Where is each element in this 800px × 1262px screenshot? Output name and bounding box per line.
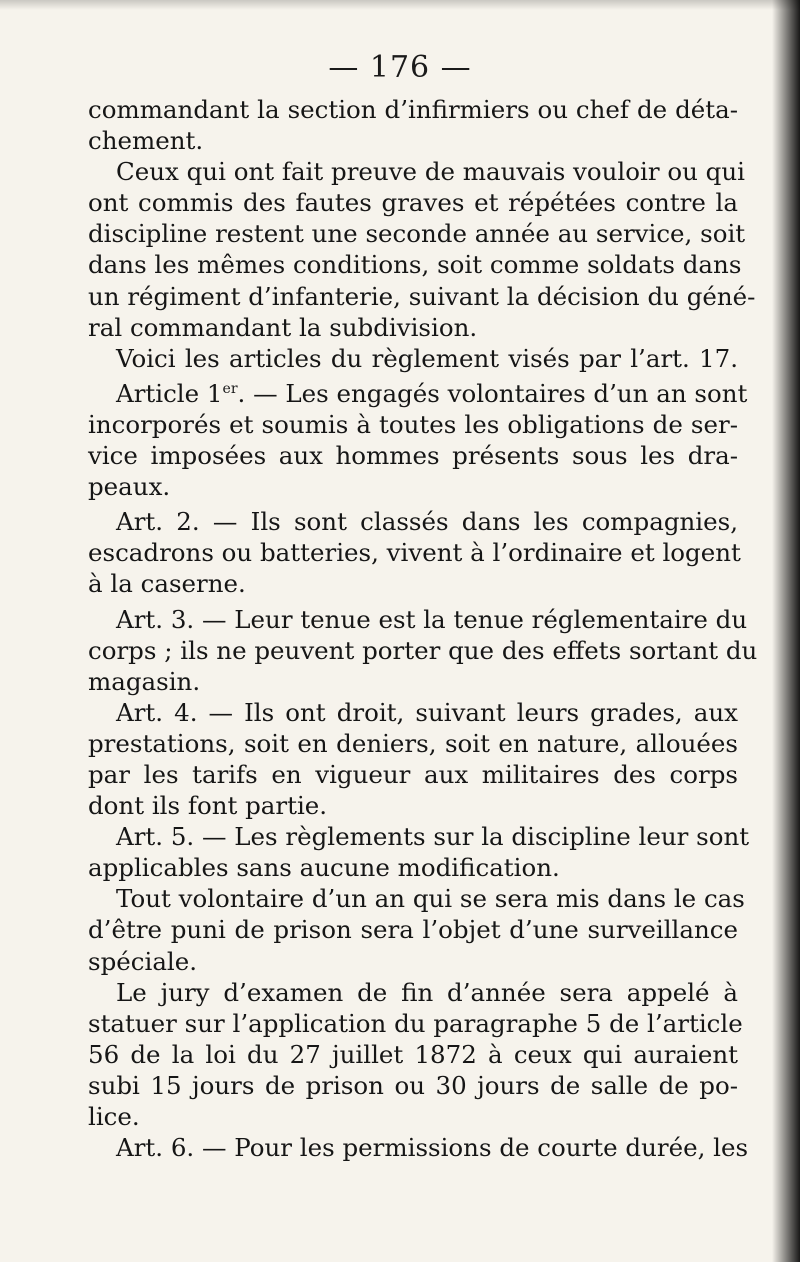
- text-line: ral commandant la subdivision.: [88, 312, 478, 342]
- text-line: Art. 3. — Leur tenue est la tenue réglementaire du: [116, 604, 748, 634]
- text-line: un régiment d’infanterie, suivant la décision du géné-: [88, 281, 756, 311]
- text-line: prestations, soit en deniers, soit en nature, allouées: [88, 728, 738, 758]
- text-line: d’être puni de prison sera l’objet d’une surveillance: [88, 915, 738, 945]
- text-line: à la caserne.: [88, 569, 246, 599]
- text-line: chement.: [88, 126, 204, 156]
- text-line: Art. 5. — Les règlements sur la discipline leur sont: [116, 822, 750, 852]
- text-line: Tout volontaire d’un an qui se sera mis dans le cas: [116, 884, 745, 914]
- text-line: dont ils font partie.: [88, 791, 328, 821]
- page-number: — 176 —: [328, 50, 472, 85]
- text-line: spéciale.: [88, 946, 198, 976]
- text-line: Art. 4. — Ils ont droit, suivant leurs grades, aux: [116, 697, 738, 727]
- text-line: incorporés et soumis à toutes les obligations de ser-: [88, 409, 738, 439]
- text-line: Le jury d’examen de fin d’année sera appelé à: [116, 977, 738, 1007]
- text-line: corps ; ils ne peuvent porter que des effets sortant du: [88, 635, 758, 665]
- text-line: escadrons ou batteries, vivent à l’ordinaire et logent: [88, 538, 741, 568]
- body-text: [88, 94, 758, 1163]
- text-line: 56 de la loi du 27 juillet 1872 à ceux qui auraient: [88, 1039, 738, 1069]
- text-line: Voici les articles du règlement visés par l’art. 17.: [116, 343, 738, 373]
- text-line: vice imposées aux hommes présents sous les dra-: [88, 441, 738, 471]
- text-line: applicables sans aucune modification.: [88, 853, 560, 883]
- text-line: peaux.: [88, 472, 171, 502]
- text-line: Article 1er. — Les engagés volontaires d’un an sont: [116, 378, 748, 408]
- text-line: discipline restent une seconde année au service, soit: [88, 219, 746, 249]
- text-line: subi 15 jours de prison ou 30 jours de salle de po-: [88, 1070, 738, 1100]
- text-line: dans les mêmes conditions, soit comme soldats dans: [88, 250, 742, 280]
- text-line: ont commis des fautes graves et répétées contre la: [88, 188, 738, 218]
- text-line: statuer sur l’application du paragraphe 5 de l’article: [88, 1008, 743, 1038]
- text-line: par les tarifs en vigueur aux militaires des corps: [88, 759, 738, 789]
- text-line: lice.: [88, 1102, 140, 1131]
- text-line: Ceux qui ont fait preuve de mauvais vouloir ou qui: [116, 157, 745, 187]
- text-line: Art. 6. — Pour les permissions de courte durée, les: [116, 1133, 749, 1163]
- text-line: Art. 2. — Ils sont classés dans les compagnies,: [116, 507, 738, 537]
- text-line: commandant la section d’infirmiers ou chef de déta-: [88, 95, 738, 124]
- text-line: magasin.: [88, 666, 201, 696]
